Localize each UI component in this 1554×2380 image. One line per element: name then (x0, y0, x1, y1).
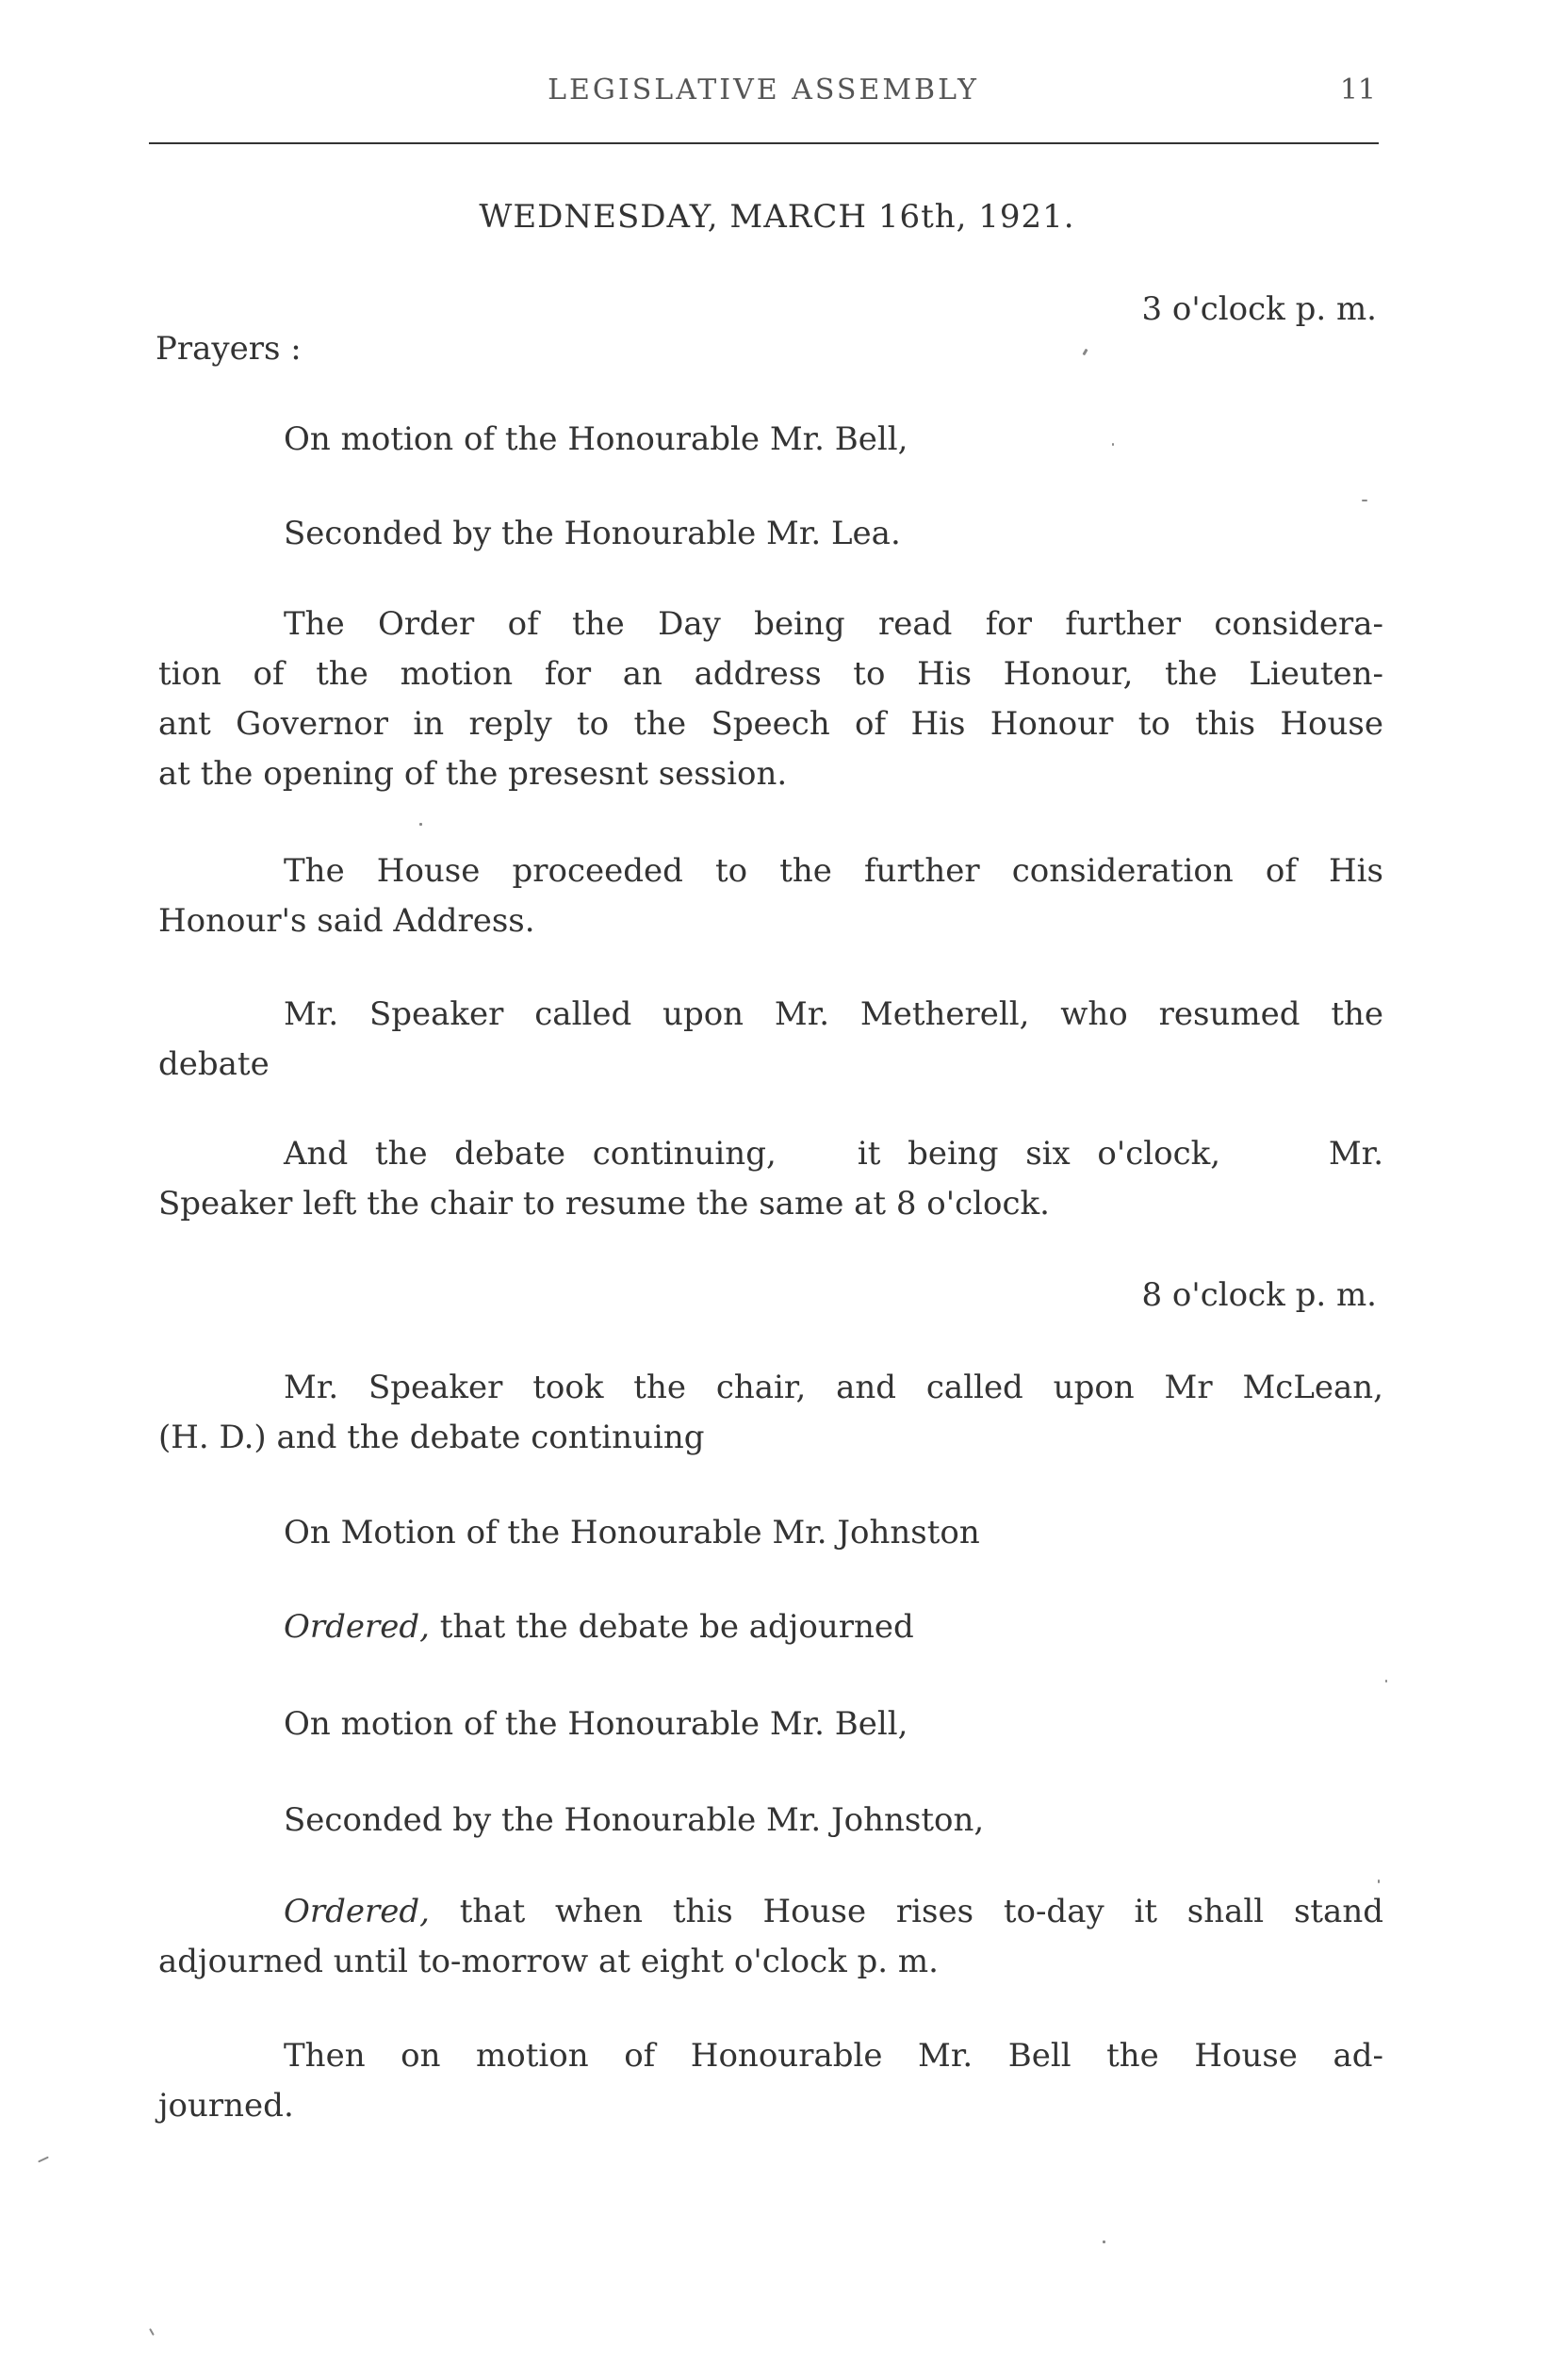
paragraph-line: Speaker left the chair to resume the same at 8 o'clock. (158, 1185, 1050, 1223)
paragraph-line: ant Governor in reply to the Speech of His Honour to this House (158, 705, 1383, 743)
paragraph-house-adjourned (158, 2031, 1383, 2131)
paragraph-line: adjourned until to-morrow at eight o'clock p. m. (158, 1943, 939, 1980)
scan-speck (1103, 2240, 1105, 2243)
paragraph-line: The House proceeded to the further consideration of His (284, 852, 1383, 890)
ordered-label: Ordered, (284, 1893, 430, 1930)
paragraph-speaker-metherell (158, 990, 1383, 1090)
header-rule (149, 142, 1379, 144)
paragraph-text: that the debate be adjourned (429, 1608, 914, 1646)
scan-speck (1082, 349, 1088, 356)
paragraph-line: at the opening of the presesnt session. (158, 755, 788, 793)
ordered-label: Ordered, (284, 1608, 430, 1646)
paragraph-motion-bell (158, 415, 1383, 465)
scan-speck (149, 2328, 155, 2336)
scan-speck (1112, 443, 1114, 446)
paragraph-ordered-adjourned (158, 1602, 1383, 1652)
afternoon-time: 3 o'clock p. m. (1141, 290, 1377, 328)
paragraph-motion-johnston (158, 1508, 1383, 1558)
running-title: LEGISLATIVE ASSEMBLY (548, 74, 979, 107)
paragraph-house-proceeded (158, 846, 1383, 946)
evening-time: 8 o'clock p. m. (1141, 1276, 1377, 1314)
paragraph-line: that when this House rises to-day it shall stand (429, 1893, 1383, 1930)
page-number: 11 (1339, 74, 1376, 107)
paragraph-text: Seconded by the Honourable Mr. Johnston, (284, 1801, 985, 1839)
running-head (151, 74, 1376, 121)
paragraph-line: tion of the motion for an address to His Honour, the Lieuten- (158, 655, 1383, 693)
paragraph-line: Then on motion of Honourable Mr. Bell the House ad- (284, 2037, 1383, 2075)
paragraph-line: journed. (158, 2087, 294, 2125)
paragraph-seconded-lea (158, 509, 1383, 559)
paragraph-seconded-johnston (158, 1796, 1383, 1846)
paragraph-text: On Motion of the Honourable Mr. Johnston (284, 1514, 980, 1551)
paragraph-order-of-day (158, 599, 1383, 799)
paragraph-line: And the debate continuing, it being six o'clock, Mr. (284, 1135, 1383, 1173)
paragraph-text: Seconded by the Honourable Mr. Lea. (284, 515, 901, 552)
paragraph-line: Honour's said Address. (158, 902, 535, 940)
paragraph-motion-bell-2 (158, 1699, 1383, 1749)
paragraph-ordered-rises (158, 1887, 1383, 1987)
date-heading: WEDNESDAY, MARCH 16th, 1921. (479, 198, 1075, 236)
scan-speck (419, 823, 422, 826)
paragraph-line: Mr. Speaker called upon Mr. Metherell, who resumed the (284, 995, 1383, 1033)
prayers-label: Prayers : (155, 330, 302, 368)
paragraph-text: On motion of the Honourable Mr. Bell, (284, 1705, 908, 1743)
scan-speck (1362, 500, 1367, 501)
paragraph-line: The Order of the Day being read for further considera- (284, 605, 1383, 643)
scan-speck (1378, 1879, 1380, 1883)
paragraph-six-oclock (158, 1129, 1383, 1229)
paragraph-speaker-mclean (158, 1363, 1383, 1463)
scan-speck (1385, 1680, 1387, 1682)
paragraph-line: (H. D.) and the debate continuing (158, 1419, 705, 1456)
paragraph-line: Mr. Speaker took the chair, and called upon Mr McLean, (284, 1369, 1383, 1406)
paragraph-text: On motion of the Honourable Mr. Bell, (284, 420, 908, 458)
scan-speck (38, 2157, 49, 2163)
paragraph-line: debate (158, 1045, 270, 1083)
